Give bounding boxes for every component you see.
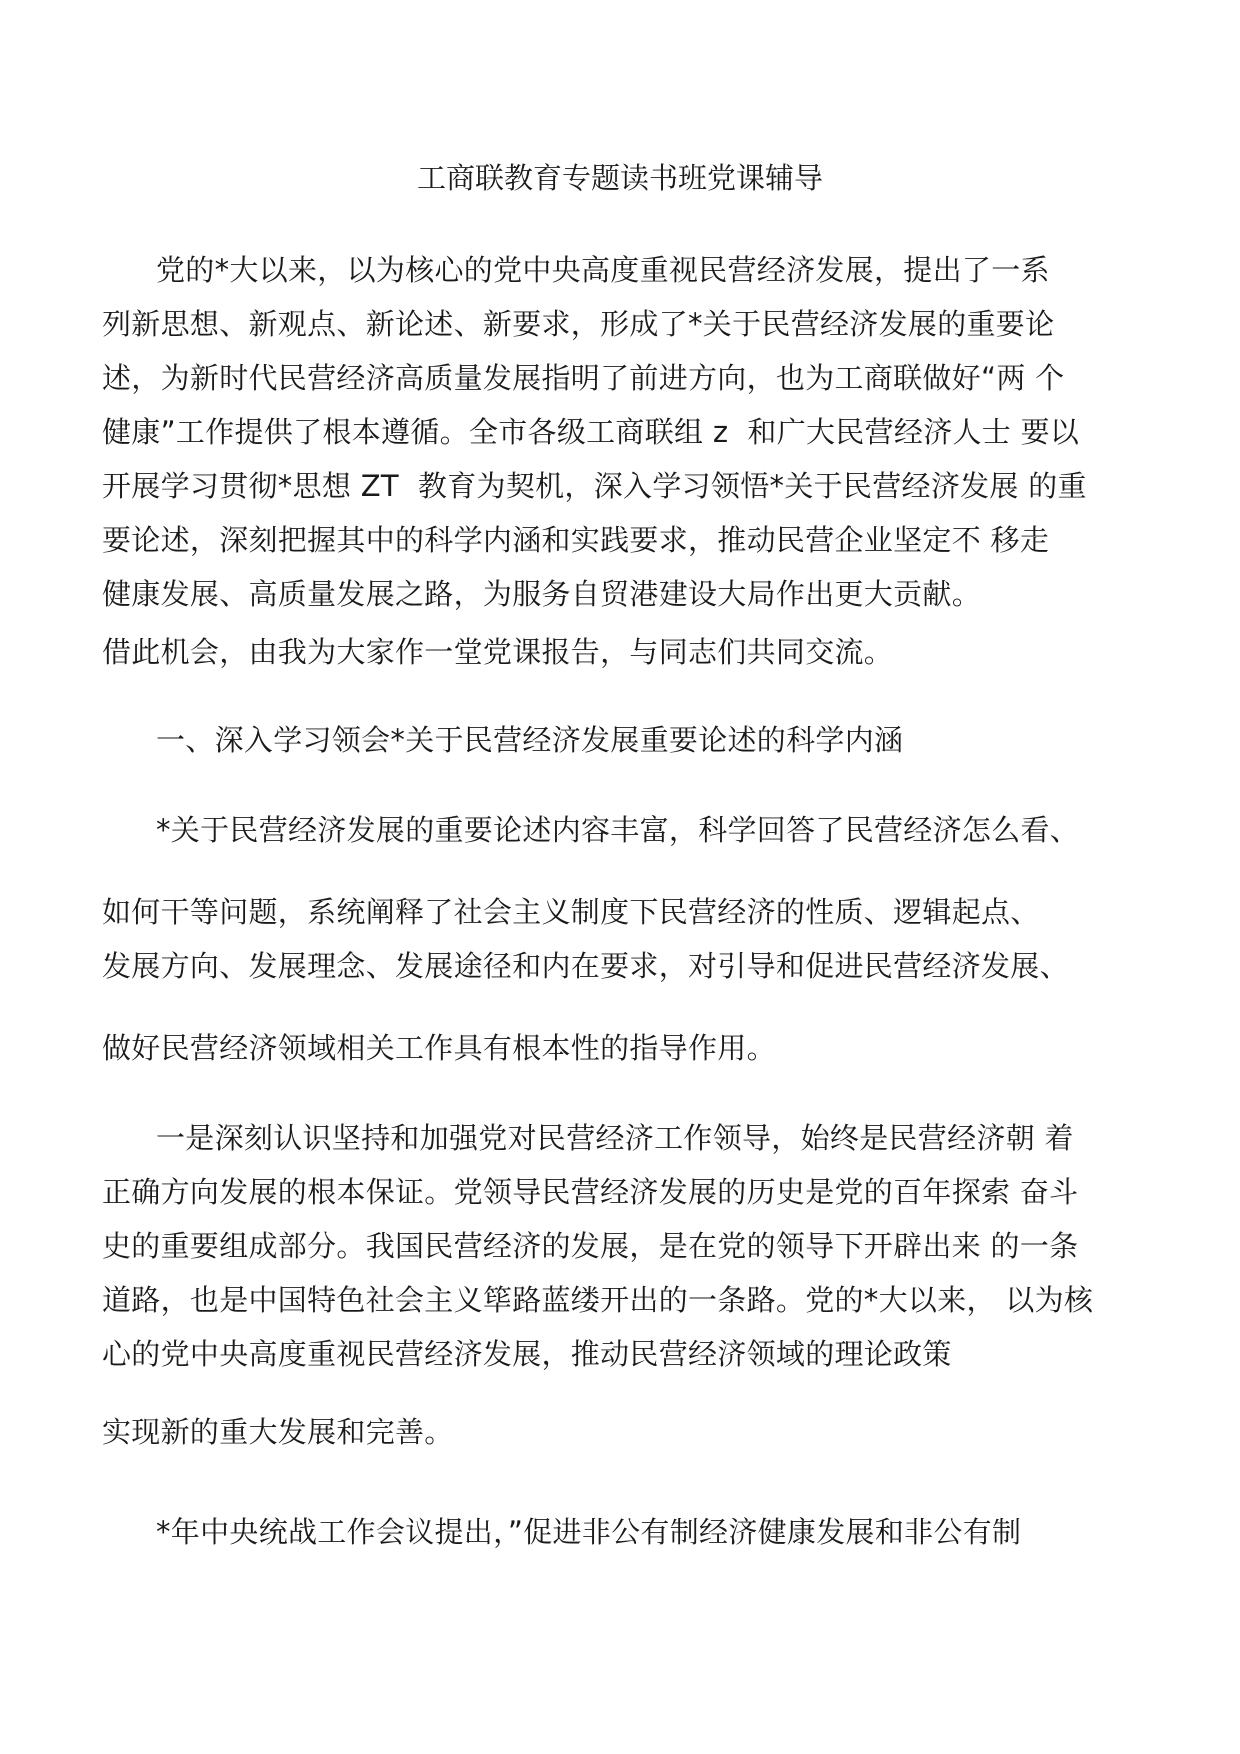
paragraph-line: 做好民营经济领域相关工作具有根本性的指导作用。 (102, 1031, 776, 1065)
paragraph-line: 述，为新时代民营经济高质量发展指明了前进方向，也为工商联做好“两 个 (102, 361, 1065, 395)
paragraph-line: *年中央统战工作会议提出，”促进非公有制经济健康发展和非公有制 (156, 1515, 1022, 1549)
paragraph-line: 如何干等问题，系统阐释了社会主义制度下民营经济的性质、逻辑起点、 (102, 895, 1040, 929)
paragraph-line: 发展方向、发展理念、发展途径和内在要求，对引导和促进民营经济发展、 (102, 949, 1069, 983)
paragraph-line: 心的党中央高度重视民营经济发展，推动民营经济领域的理论政策 (102, 1337, 952, 1371)
page-title: 工商联教育专题读书班党课辅导 (416, 161, 823, 195)
paragraph-line: 列新思想、新观点、新论述、新要求，形成了*关于民营经济发展的重要论 (102, 307, 1055, 341)
paragraph-line: 要论述，深刻把握其中的科学内涵和实践要求，推动民营企业坚定不 移走 (102, 523, 1050, 557)
paragraph-line: 开展学习贯彻*思想 ZT 教育为契机，深入学习领悟*关于民营经济发展 的重 (102, 469, 1087, 503)
paragraph-line: 健康”工作提供了根本遵循。全市各级工商联组 z 和广大民营经济人士 要以 (102, 415, 1080, 449)
paragraph-line: 实现新的重大发展和完善。 (102, 1415, 454, 1449)
paragraph-line: 借此机会，由我为大家作一堂党课报告，与同志们共同交流。 (102, 635, 894, 669)
paragraph-line: *关于民营经济发展的重要论述内容丰富，科学回答了民营经济怎么看、 (156, 813, 1080, 847)
paragraph-line: 正确方向发展的根本保证。党领导民营经济发展的历史是党的百年探索 奋斗 (102, 1175, 1079, 1209)
paragraph-line: 道路，也是中国特色社会主义筚路蓝缕开出的一条路。党的*大以来， 以为核 (102, 1283, 1094, 1317)
paragraph-line: 健康发展、高质量发展之路，为服务自贸港建设大局作出更大贡献。 (102, 577, 982, 611)
paragraph-line: 党的*大以来，以为核心的党中央高度重视民营经济发展，提出了一系 (156, 253, 1050, 287)
paragraph-line: 史的重要组成部分。我国民营经济的发展，是在党的领导下开辟出来 的一条 (102, 1229, 1079, 1263)
section-heading: 一、深入学习领会*关于民营经济发展重要论述的科学内涵 (156, 723, 904, 757)
paragraph-line: 一是深刻认识坚持和加强党对民营经济工作领导，始终是民营经济朝 着 (156, 1121, 1074, 1155)
